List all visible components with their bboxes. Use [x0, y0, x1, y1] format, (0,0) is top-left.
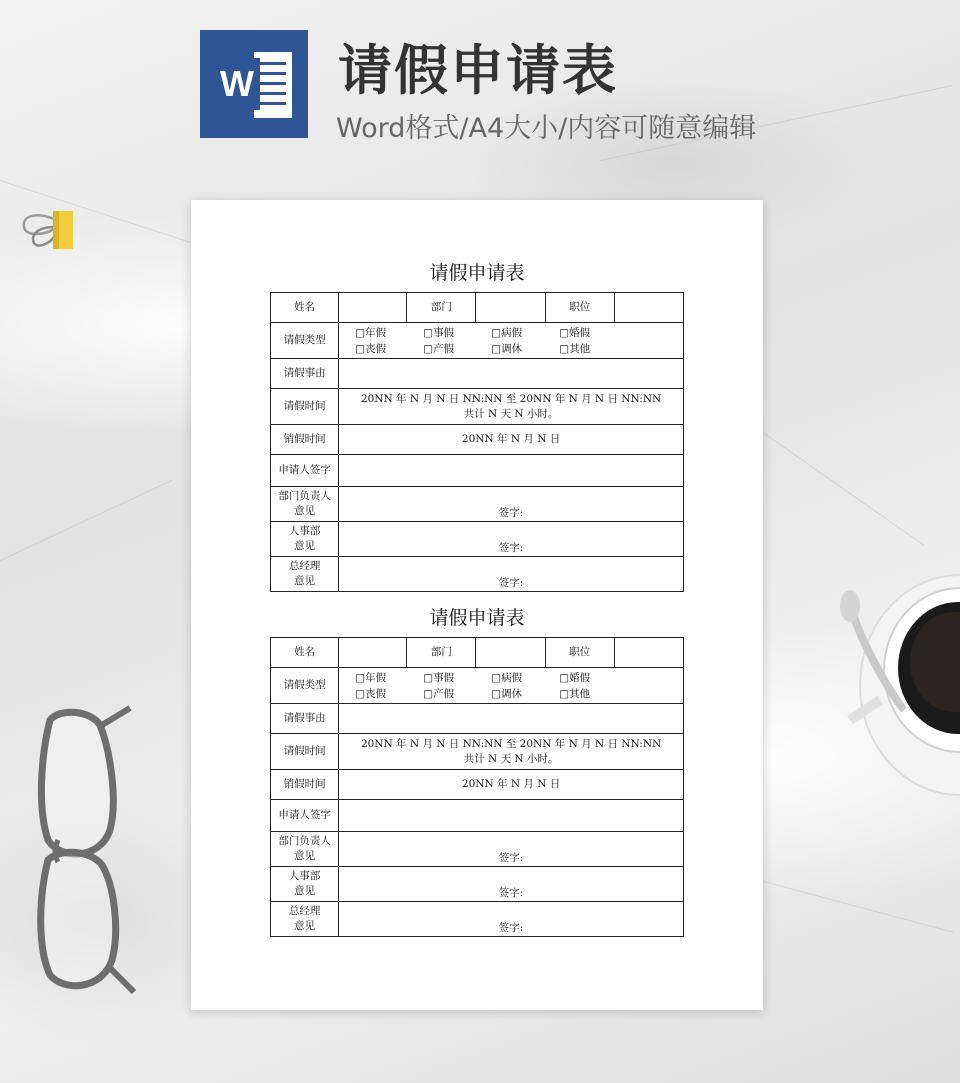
- checkbox-sick-leave[interactable]: □病假: [491, 326, 523, 339]
- cancel-time-field[interactable]: 20NN 年 N 月 N 日: [339, 770, 684, 800]
- dept-head-opinion-label: 部门负责人 意见: [271, 487, 339, 522]
- leave-time-total: 共计 N 天 N 小时。: [463, 752, 559, 765]
- leave-form-table: [270, 637, 684, 937]
- reason-field[interactable]: [339, 359, 684, 389]
- leave-time-field[interactable]: [339, 389, 684, 425]
- checkbox-bereavement-leave[interactable]: □丧假: [355, 342, 387, 355]
- position-field[interactable]: [614, 293, 683, 323]
- gm-signature[interactable]: 签字:: [339, 557, 684, 592]
- position-field[interactable]: [614, 638, 683, 668]
- checkbox-compensatory-leave[interactable]: □调休: [491, 687, 523, 700]
- cancel-time-label: 销假时间: [271, 770, 339, 800]
- checkbox-annual-leave[interactable]: □年假: [355, 326, 387, 339]
- leave-time-label: 请假时间: [271, 389, 339, 425]
- hr-signature[interactable]: 签字:: [339, 522, 684, 557]
- position-label: 职位: [545, 638, 614, 668]
- word-logo-line: [260, 72, 286, 75]
- leave-type-label: 请假类型: [271, 323, 339, 359]
- cancel-time-label: 销假时间: [271, 425, 339, 455]
- leave-time-field[interactable]: [339, 734, 684, 770]
- table-row: [271, 323, 684, 359]
- department-field[interactable]: [476, 638, 545, 668]
- checkbox-annual-leave[interactable]: □年假: [355, 671, 387, 684]
- applicant-sign-label: 申请人签字: [271, 455, 339, 487]
- table-row: [271, 704, 684, 734]
- leave-time-range: 20NN 年 N 月 N 日 NN:NN 至 20NN 年 N 月 N 日 NN:NN: [360, 392, 662, 405]
- word-logo-letter: W: [214, 58, 260, 110]
- leave-time-range: 20NN 年 N 月 N 日 NN:NN 至 20NN 年 N 月 N 日 NN:NN: [360, 737, 662, 750]
- name-label: 姓名: [271, 638, 339, 668]
- reason-field[interactable]: [339, 704, 684, 734]
- table-row: [271, 832, 684, 867]
- page-title: 请假申请表: [338, 39, 618, 102]
- dept-head-signature[interactable]: 签字:: [339, 487, 684, 522]
- table-row: [271, 638, 684, 668]
- department-label: 部门: [407, 638, 476, 668]
- table-row: [271, 487, 684, 522]
- document-page: [191, 200, 763, 1010]
- checkbox-bereavement-leave[interactable]: □丧假: [355, 687, 387, 700]
- word-logo-line: [260, 62, 286, 65]
- page-subtitle: Word格式/A4大小/内容可随意编辑: [336, 113, 757, 144]
- table-row: [271, 557, 684, 592]
- checkbox-marriage-leave[interactable]: □婚假: [559, 671, 591, 684]
- checkbox-other-leave[interactable]: □其他: [559, 342, 591, 355]
- table-row: [271, 867, 684, 902]
- leave-type-label: 请假类型: [271, 668, 339, 704]
- position-label: 职位: [545, 293, 614, 323]
- checkbox-other-leave[interactable]: □其他: [559, 687, 591, 700]
- applicant-sign-field[interactable]: [339, 800, 684, 832]
- glasses-icon: [30, 700, 140, 1000]
- leave-type-options: [339, 668, 684, 704]
- table-row: [271, 800, 684, 832]
- department-field[interactable]: [476, 293, 545, 323]
- checkbox-personal-leave[interactable]: □事假: [423, 671, 455, 684]
- hr-opinion-label: 人事部 意见: [271, 522, 339, 557]
- table-row: [271, 734, 684, 770]
- name-field[interactable]: [339, 293, 407, 323]
- name-field[interactable]: [339, 638, 407, 668]
- leave-form-table: [270, 292, 684, 592]
- binder-clip-icon: [20, 205, 76, 253]
- checkbox-maternity-leave[interactable]: □产假: [423, 687, 455, 700]
- word-logo-line: [260, 82, 286, 85]
- marble-vein: [760, 880, 953, 933]
- gm-opinion-label: 总经理 意见: [271, 902, 339, 937]
- applicant-sign-label: 申请人签字: [271, 800, 339, 832]
- cancel-time-field[interactable]: 20NN 年 N 月 N 日: [339, 425, 684, 455]
- checkbox-personal-leave[interactable]: □事假: [423, 326, 455, 339]
- gm-signature[interactable]: 签字:: [339, 902, 684, 937]
- checkbox-compensatory-leave[interactable]: □调休: [491, 342, 523, 355]
- checkbox-marriage-leave[interactable]: □婚假: [559, 326, 591, 339]
- coffee-cup-icon: [840, 570, 960, 800]
- table-row: [271, 425, 684, 455]
- checkbox-sick-leave[interactable]: □病假: [491, 671, 523, 684]
- name-label: 姓名: [271, 293, 339, 323]
- reason-label: 请假事由: [271, 359, 339, 389]
- table-row: [271, 770, 684, 800]
- department-label: 部门: [407, 293, 476, 323]
- word-logo-line: [260, 92, 286, 95]
- dept-head-signature[interactable]: 签字:: [339, 832, 684, 867]
- marble-vein: [0, 480, 172, 561]
- leave-type-options: [339, 323, 684, 359]
- form-title: 请假申请表: [429, 607, 525, 629]
- checkbox-maternity-leave[interactable]: □产假: [423, 342, 455, 355]
- word-logo-icon: [200, 30, 308, 138]
- hr-opinion-label: 人事部 意见: [271, 867, 339, 902]
- gm-opinion-label: 总经理 意见: [271, 557, 339, 592]
- table-row: [271, 455, 684, 487]
- table-row: [271, 522, 684, 557]
- hr-signature[interactable]: 签字:: [339, 867, 684, 902]
- marble-vein: [760, 430, 924, 546]
- table-row: [271, 668, 684, 704]
- table-row: [271, 293, 684, 323]
- form-title: 请假申请表: [429, 262, 525, 284]
- reason-label: 请假事由: [271, 704, 339, 734]
- leave-time-total: 共计 N 天 N 小时。: [463, 407, 559, 420]
- leave-time-label: 请假时间: [271, 734, 339, 770]
- word-logo-line: [260, 102, 286, 105]
- applicant-sign-field[interactable]: [339, 455, 684, 487]
- dept-head-opinion-label: 部门负责人 意见: [271, 832, 339, 867]
- table-row: [271, 902, 684, 937]
- table-row: [271, 359, 684, 389]
- table-row: [271, 389, 684, 425]
